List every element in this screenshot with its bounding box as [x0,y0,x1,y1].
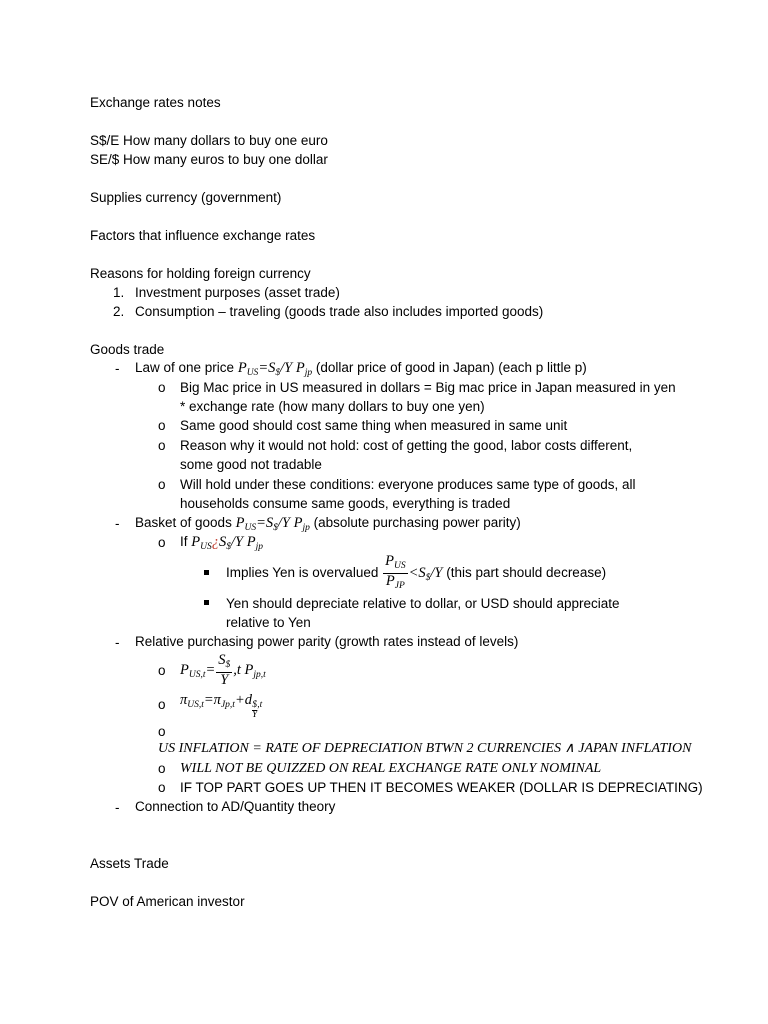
inflation-equation: $\pi_{US,t}=\pi_{Jp,t}+d$ $_{\$ Y ,t}$ [180,692,263,720]
lop-equation: $P_{US}=S_{\$}/Y$ $P_{jp}$ [237,360,313,378]
relative-equation-1-rhs: ,t $P_{jp,t}$ [233,662,266,680]
if-label: If [180,534,188,549]
square-bullet [204,600,209,605]
bigmac-line-2: * exchange rate (how many dollars to buy one yen) [180,399,485,414]
relative-ppp-line: Relative purchasing power parity (growth rates instead of levels) [135,634,519,649]
implies-label: Implies Yen is overvalued [226,565,379,581]
reason-line-2: some good not tradable [180,457,322,472]
connection-line: Connection to AD/Quantity theory [135,799,336,814]
conditions-line-2: households consume same goods, everything is traded [180,496,511,511]
supplies-line: Supplies currency (government) [90,190,282,205]
definition-dollar-euro: S$/E How many dollars to buy one euro [90,133,328,148]
law-of-one-price-note: (dollar price of good in Japan) (each p little p) [315,360,587,375]
circle-bullet: o [158,724,166,739]
list-number: 2. [113,304,125,319]
conditions-line-1: Will hold under these conditions: everyone produces same type of goods, all [180,477,636,492]
basket-line [135,515,521,536]
same-good-line: Same good should cost same thing when measured in same unit [180,418,568,433]
circle-bullet: o [158,438,166,453]
circle-bullet: o [158,535,166,550]
bigmac-line-1: Big Mac price in US measured in dollars = Big mac price in Japan measured in yen [180,380,676,395]
list-number: 1. [113,285,125,300]
law-of-one-price-label: Law of one price [135,360,235,375]
top-part-note: IF TOP PART GOES UP THEN IT BECOMES WEAKER (DOLLAR IS DEPRECIATING) [180,780,703,795]
relative-equation-1 [180,652,266,693]
dash-bullet: - [115,635,120,650]
reason-line-1: Reason why it would not hold: cost of getting the good, labor costs different, [180,438,633,453]
dash-bullet: - [115,800,120,815]
circle-bullet: o [158,780,166,795]
circle-bullet: o [158,418,166,433]
yen-line-1: Yen should depreciate relative to dollar, or USD should appreciate [226,596,620,611]
if-line [180,534,263,555]
list-item: Investment purposes (asset trade) [135,285,340,300]
yen-line-2: relative to Yen [226,615,311,630]
dash-bullet: - [115,361,120,376]
definition-euro-dollar: SE/$ How many euros to buy one dollar [90,152,328,167]
quiz-note: WILL NOT BE QUIZZED ON REAL EXCHANGE RATE ONLY NOMINAL [180,761,602,776]
implies-line [226,554,606,596]
law-of-one-price-line [135,360,587,381]
price-ratio-fraction: $\frac{P_{US}}{P_{JP}}$ [385,553,406,591]
relative-equation-1-lhs: $P_{US,t}=$ [180,662,216,680]
implies-equation: $<S_{\$}/Y$ [408,565,443,584]
goods-heading: Goods trade [90,342,165,357]
doc-title: Exchange rates notes [90,95,221,110]
square-bullet [204,570,209,575]
pov-line: POV of American investor [90,894,245,909]
inflation-caps-equation: US INFLATION = RATE OF DEPRECIATION BTWN 2 CURRENCIES ∧ JAPAN INFLATION [158,741,692,756]
circle-bullet: o [158,477,166,492]
factors-line: Factors that influence exchange rates [90,228,316,243]
circle-bullet: o [158,761,166,776]
basket-label: Basket of goods [135,515,232,530]
circle-bullet: o [158,663,166,678]
relative-equation-2 [180,692,262,720]
if-equation: $P_{US}¿S_{\$}/Y$ $P_{jp}$ [191,534,263,552]
implies-note: (this part should decrease) [446,565,607,581]
dash-bullet: - [115,516,120,531]
exchange-growth-fraction: $\frac{S_{\$}}{Y}$ [218,652,231,689]
basket-equation: $P_{US}=S_{\$}/Y$ $P_{jp}$ [235,515,310,533]
circle-bullet: o [158,697,166,712]
list-item: Consumption – traveling (goods trade also includes imported goods) [135,304,544,319]
assets-heading: Assets Trade [90,856,169,871]
circle-bullet: o [158,380,166,395]
reasons-heading: Reasons for holding foreign currency [90,266,311,281]
basket-note: (absolute purchasing power parity) [313,515,521,530]
